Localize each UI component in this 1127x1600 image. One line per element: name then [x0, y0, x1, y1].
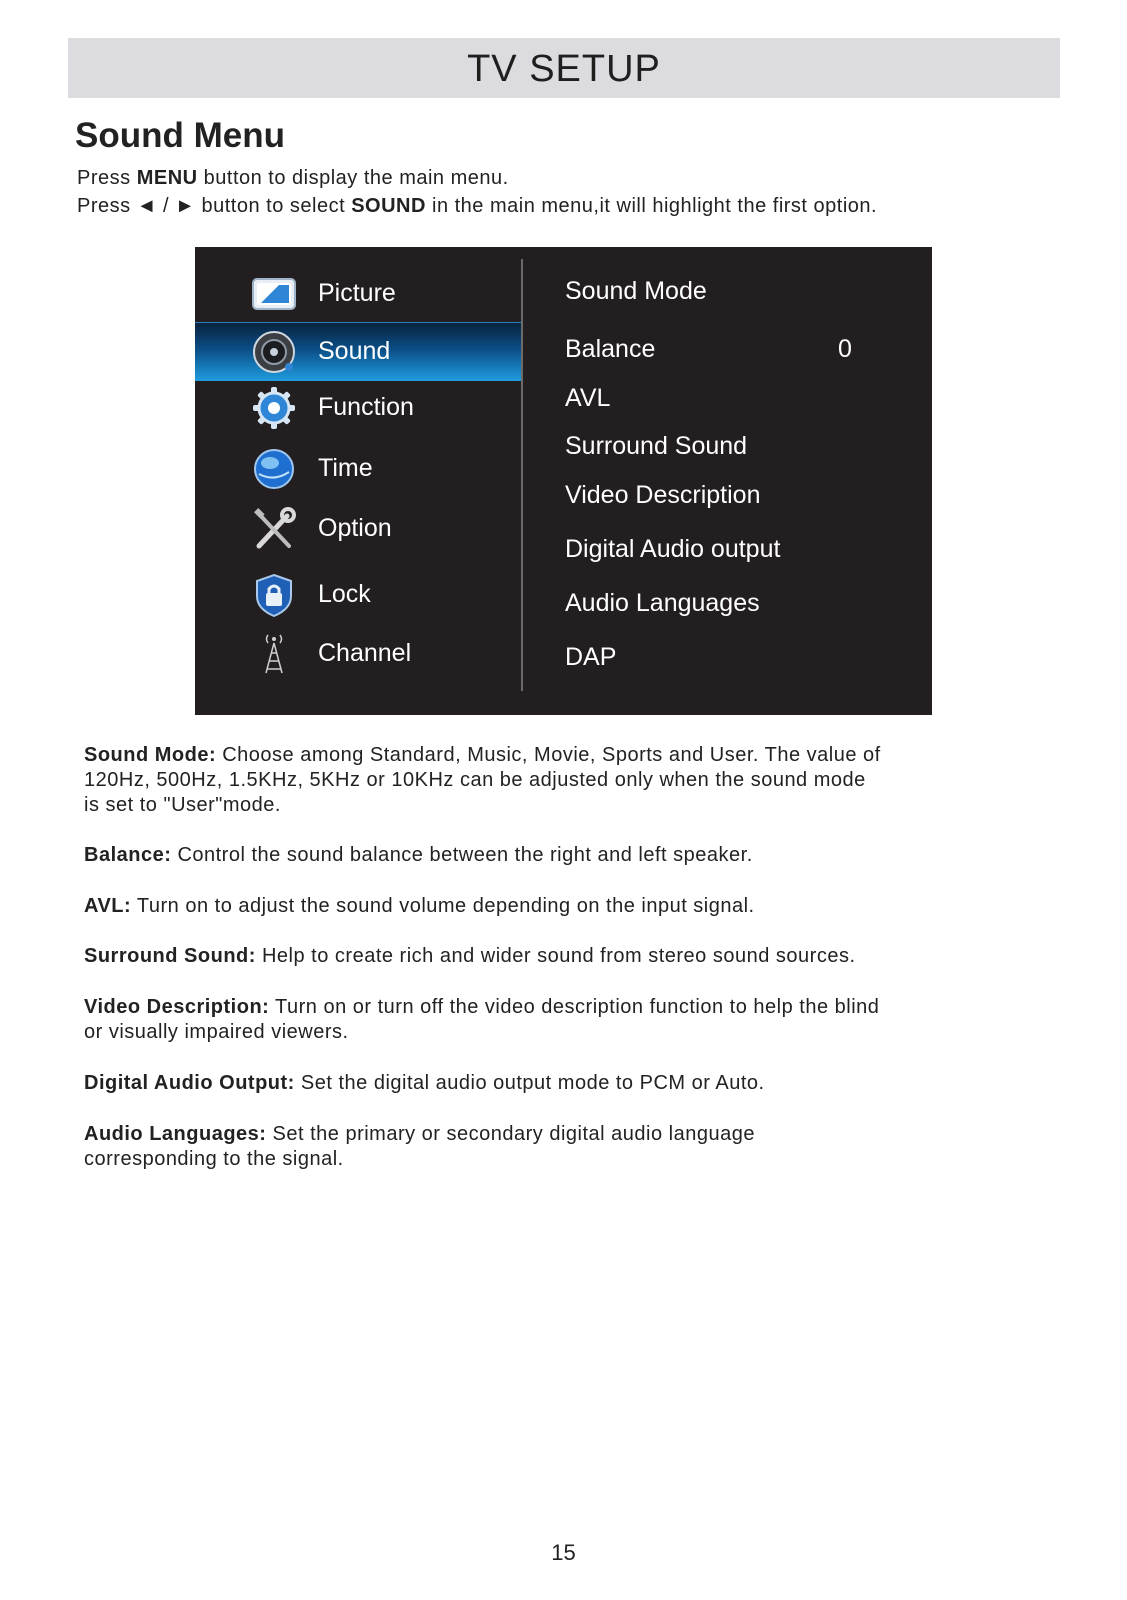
section-title: Sound Menu	[75, 116, 285, 155]
page-number: 15	[551, 1540, 576, 1565]
submenu-item-digital-audio-output[interactable]: Digital Audio output	[565, 535, 781, 563]
description-video-description: Video Description: Turn on or turn off the video description function to help the blind or visually impaired viewers.	[84, 996, 880, 1043]
page-header-title: TV SETUP	[467, 48, 661, 90]
menu-key-label: MENU	[136, 167, 198, 189]
description-term: Digital Audio Output:	[84, 1072, 295, 1094]
submenu-item-audio-languages[interactable]: Audio Languages	[565, 589, 760, 617]
menu-item-label: Channel	[318, 639, 412, 667]
submenu-item-avl[interactable]: AVL	[565, 384, 611, 412]
menu-item-channel[interactable]	[195, 625, 521, 683]
description-audio-languages: Audio Languages: Set the primary or secondary digital audio language corresponding to the signal.	[84, 1123, 755, 1170]
description-term: Balance:	[84, 844, 172, 866]
menu-item-time[interactable]	[195, 440, 521, 498]
menu-item-label: Function	[318, 393, 414, 421]
balance-value: 0	[838, 335, 852, 363]
menu-item-label: Option	[318, 514, 392, 542]
submenu-item-balance[interactable]: Balance	[565, 335, 656, 363]
antenna-icon	[251, 631, 297, 677]
tv-sound-menu-screenshot	[195, 247, 932, 715]
menu-item-label: Time	[318, 454, 373, 482]
menu-item-sound[interactable]	[195, 322, 521, 381]
description-term: Video Description:	[84, 996, 270, 1018]
menu-item-function[interactable]	[195, 379, 521, 437]
description-surround-sound: Surround Sound: Help to create rich and wider sound from stereo sound sources.	[84, 945, 856, 967]
menu-item-label: Sound	[318, 337, 391, 365]
page-header	[68, 38, 1060, 98]
sound-key-label: SOUND	[351, 195, 426, 217]
menu-item-label: Lock	[318, 580, 371, 608]
description-balance: Balance: Control the sound balance between the right and left speaker.	[84, 844, 753, 866]
intro-line-menu: Press MENU button to display the main menu.	[77, 167, 509, 189]
submenu-item-sound-mode[interactable]: Sound Mode	[565, 277, 707, 305]
description-digital-audio-output: Digital Audio Output: Set the digital audio output mode to PCM or Auto.	[84, 1072, 765, 1094]
menu-item-option[interactable]	[195, 500, 521, 558]
description-term: Audio Languages:	[84, 1123, 267, 1145]
description-term: AVL:	[84, 895, 132, 917]
menu-item-lock[interactable]	[195, 566, 521, 624]
description-avl: AVL: Turn on to adjust the sound volume depending on the input signal.	[84, 895, 755, 917]
speaker-icon	[251, 329, 297, 375]
description-term: Surround Sound:	[84, 945, 256, 967]
gear-icon	[251, 385, 297, 431]
submenu-item-surround-sound[interactable]: Surround Sound	[565, 432, 748, 460]
description-term: Sound Mode:	[84, 744, 217, 766]
menu-item-label: Picture	[318, 279, 396, 307]
globe-icon	[251, 446, 297, 492]
submenu-item-video-description[interactable]: Video Description	[565, 481, 761, 509]
tools-icon	[251, 506, 297, 552]
picture-icon	[251, 271, 297, 317]
lock-shield-icon	[251, 572, 297, 618]
submenu-item-dap[interactable]: DAP	[565, 643, 617, 671]
intro-line-select: Press ◄ / ► button to select SOUND in the main menu,it will highlight the first option.	[77, 195, 878, 217]
menu-item-picture[interactable]	[195, 265, 521, 323]
description-sound-mode: Sound Mode: Choose among Standard, Music, Movie, Sports and User. The value of 120Hz, 500Hz, 1.5KHz, 5KHz or 10KHz can be adjusted only when the sound mode is set to "User"mode.	[84, 744, 881, 816]
menu-divider	[521, 259, 523, 691]
